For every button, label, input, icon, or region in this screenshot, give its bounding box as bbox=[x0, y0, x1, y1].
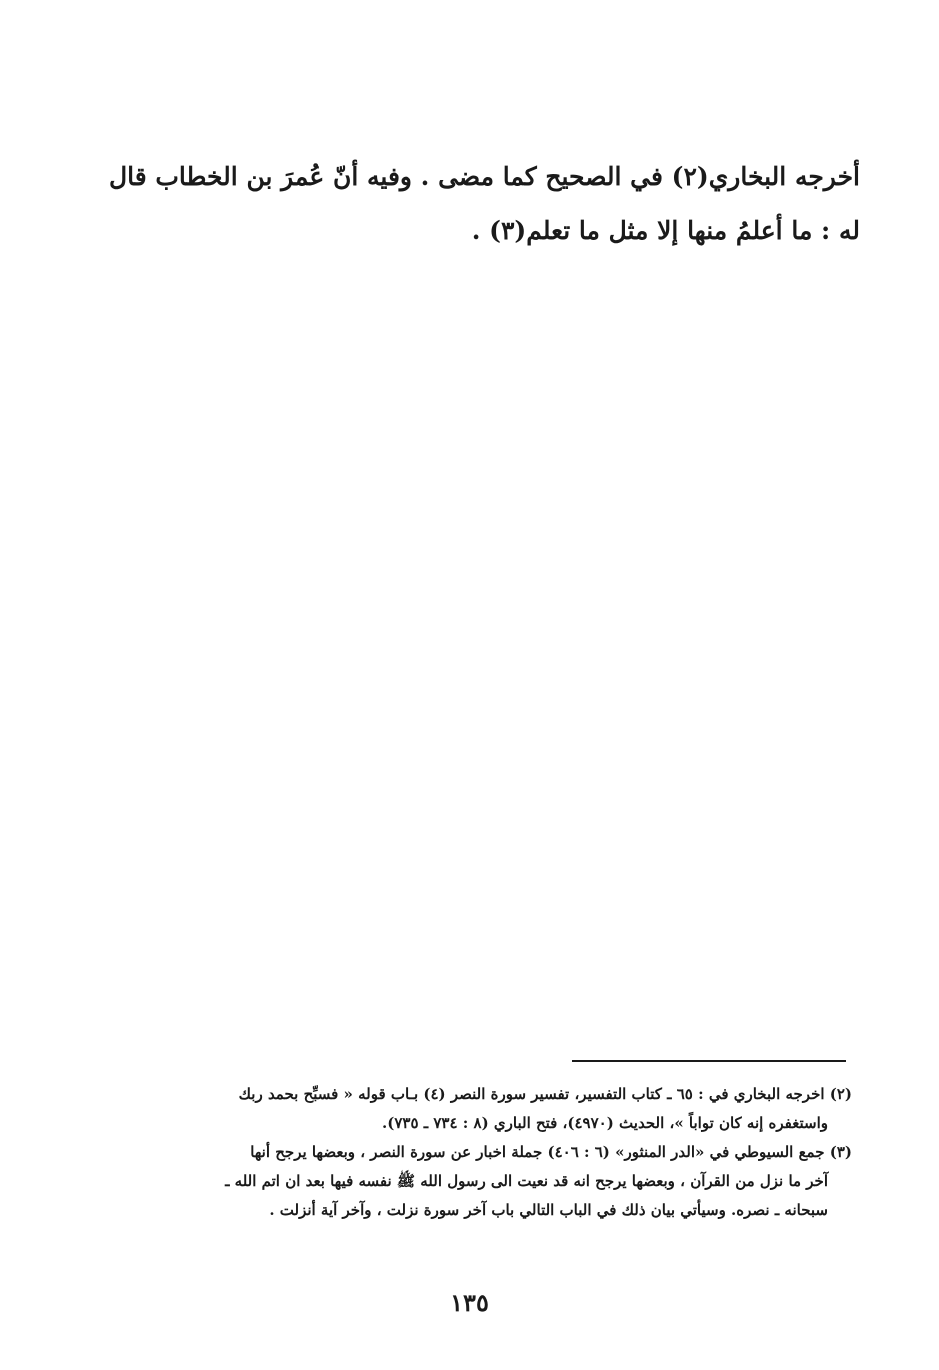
main-text bbox=[100, 150, 860, 258]
footnote-separator bbox=[572, 1060, 846, 1062]
footnote-line: (٣) جمع السيوطي في «الدر المنثور» (٦ : ٤٠٦) جملة اخبار عن سورة النصر ، وبعضها يرجح أنها bbox=[250, 1143, 852, 1161]
footnotes bbox=[100, 1080, 852, 1225]
footnote-3 bbox=[100, 1138, 852, 1225]
main-text-line: أخرجه البخاري(٢) في الصحيح كما مضى . وفيه أنّ عُمرَ بن الخطاب قال bbox=[108, 162, 860, 191]
footnote-line: سبحانه ـ نصره. وسيأتي بيان ذلك في الباب التالي باب آخر سورة نزلت ، وآخر آية أنزلت . bbox=[269, 1201, 828, 1219]
footnote-line: (٢) اخرجه البخاري في : ٦٥ ـ كتاب التفسير، تفسير سورة النصر (٤) بـاب قوله « فسبِّح بحمد ربك bbox=[238, 1085, 852, 1103]
footnote-line: آخر ما نزل من القرآن ، وبعضها يرجح انه قد نعيت الى رسول الله ﷺ نفسه فيها بعد ان اتم الله ـ bbox=[225, 1172, 828, 1190]
footnote-2 bbox=[100, 1080, 852, 1138]
footnote-line: واستغفره إنه كان تواباً »، الحديث (٤٩٧٠)، فتح الباري (٨ : ٧٣٤ ـ ٧٣٥). bbox=[382, 1114, 828, 1132]
main-text-line: له : ما أعلمُ منها إلا مثل ما تعلم(٣) . bbox=[471, 216, 860, 245]
page-number: ١٣٥ bbox=[450, 1288, 489, 1317]
